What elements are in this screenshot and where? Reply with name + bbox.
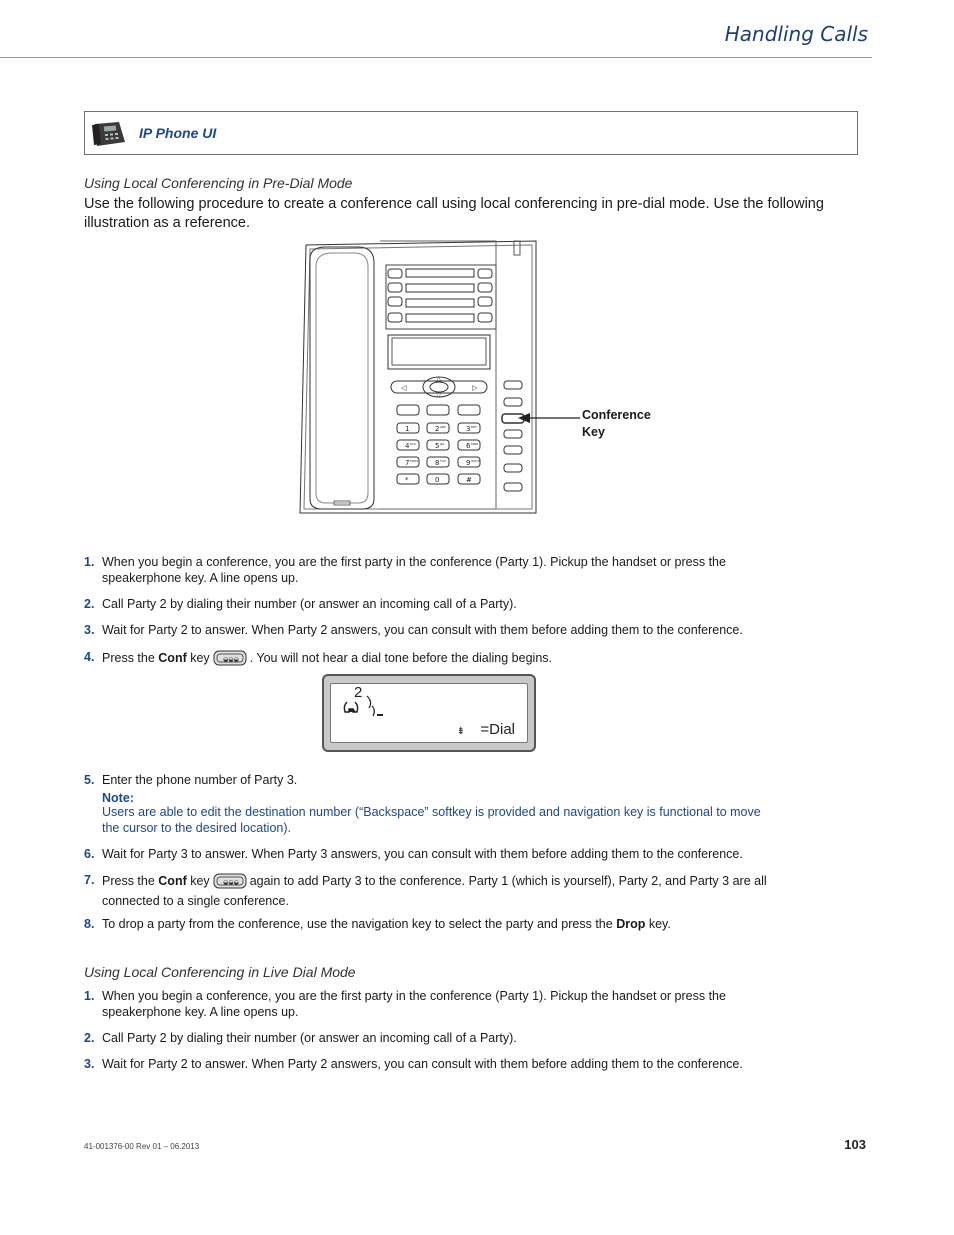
- page-number: 103: [844, 1137, 866, 1152]
- callout-line-1: Conference: [582, 408, 651, 422]
- lcd-dial-label: =Dial: [480, 721, 515, 738]
- keypad-key-label: #: [466, 476, 472, 484]
- conference-key-callout: [582, 407, 651, 441]
- step-text: Enter the phone number of Party 3.: [102, 773, 298, 787]
- step-number: 2.: [84, 597, 95, 611]
- step-item: [84, 773, 784, 789]
- callout-arrow: [518, 408, 582, 428]
- step-number: 6.: [84, 847, 95, 861]
- keypad-key-sublabel: MNO: [471, 442, 479, 446]
- note-title: Note:: [102, 791, 134, 805]
- keypad-key-label: 9: [466, 459, 471, 467]
- keypad-key-sublabel: GHI: [410, 442, 416, 446]
- keypad-key-label: 7: [405, 459, 410, 467]
- step-number: 7.: [84, 873, 95, 887]
- step-item: [84, 917, 784, 933]
- step-item: [84, 989, 784, 1020]
- svg-text:◁: ◁: [401, 384, 407, 392]
- svg-text:◒◒◒: ◒◒◒: [222, 879, 239, 886]
- desk-phone-icon: [89, 120, 129, 153]
- step-item: [84, 597, 784, 613]
- keypad-key-label: 2: [435, 425, 440, 433]
- step-number: 1.: [84, 555, 95, 569]
- ip-phone-ui-banner: [84, 111, 858, 155]
- step-text: Press the Conf key ◒◒◒ . You will not hear a dial tone before the dialing begins.: [102, 650, 784, 671]
- handset-line-icon: [339, 692, 389, 720]
- step-number: 5.: [84, 773, 95, 787]
- keypad-key-sublabel: TUV: [440, 459, 447, 463]
- note-text: Users are able to edit the destination number (“Backspace” softkey is provided and navigation key is functional to move the cursor to the desired location).: [102, 805, 761, 835]
- phone-illustration: [296, 237, 586, 521]
- step-text: Wait for Party 2 to answer. When Party 2 answers, you can consult with them before adding them to the conference.: [102, 623, 743, 637]
- step-number: 1.: [84, 989, 95, 1003]
- keypad-key-sublabel: DEF: [471, 425, 477, 429]
- function-keys: [502, 381, 524, 491]
- svg-text:△: △: [436, 375, 442, 383]
- line-keys: [388, 269, 492, 322]
- keypad-key-label: 3: [466, 425, 471, 433]
- keypad-key-label: 5: [435, 442, 440, 450]
- lcd-display: [322, 674, 536, 752]
- step-item: [84, 650, 784, 671]
- svg-text:▽: ▽: [436, 391, 442, 399]
- lcd-line-number: 2: [354, 684, 363, 701]
- dial-key-icon: ⇟: [456, 726, 465, 737]
- step-item: [84, 1031, 784, 1047]
- keypad-key-label: 1: [405, 425, 410, 433]
- svg-text:▷: ▷: [472, 384, 478, 392]
- page-header-title: Handling Calls: [724, 22, 868, 46]
- step-item: [84, 847, 784, 863]
- keypad-key-sublabel: PQRS: [410, 459, 419, 463]
- step-text: When you begin a conference, you are the first party in the conference (Party 1). Pickup the handset or press the speakerphone key. A line opens up.: [102, 555, 726, 585]
- step-text: When you begin a conference, you are the first party in the conference (Party 1). Pickup the handset or press the speakerphone key. A line opens up.: [102, 989, 726, 1019]
- conf-key-icon: [213, 650, 247, 671]
- step-text: To drop a party from the conference, use the navigation key to select the party and press the Drop key.: [102, 917, 671, 931]
- lcd-screen: [330, 683, 528, 743]
- header-divider: [0, 57, 872, 58]
- keypad-key-label: 4: [405, 442, 410, 450]
- step-number: 2.: [84, 1031, 95, 1045]
- keypad-key-label: 0: [435, 476, 440, 484]
- step-text: Press the Conf key ◒◒◒ again to add Party 3 to the conference. Party 1 (which is yourself), Party 2, and Party 3 are all connected to a single conference.: [102, 874, 767, 908]
- step-item: [84, 873, 784, 909]
- conf-key-icon: [213, 873, 247, 894]
- step-text: Call Party 2 by dialing their number (or answer an incoming call of a Party).: [102, 597, 517, 611]
- step-number: 4.: [84, 650, 95, 664]
- step-text: Call Party 2 by dialing their number (or answer an incoming call of a Party).: [102, 1031, 517, 1045]
- step-text: Wait for Party 2 to answer. When Party 2 answers, you can consult with them before adding them to the conference.: [102, 1057, 743, 1071]
- keypad-key-sublabel: WXYZ: [471, 459, 480, 463]
- section-heading-live-dial: Using Local Conferencing in Live Dial Mode: [84, 964, 356, 980]
- step-number: 3.: [84, 1057, 95, 1071]
- step-number: 8.: [84, 917, 95, 931]
- keypad-key-label: 6: [466, 442, 471, 450]
- keypad-key-label: *: [405, 476, 409, 484]
- footer-doc-id: 41-001376-00 Rev 01 – 06.2013: [84, 1142, 200, 1151]
- ip-phone-ui-label: IP Phone UI: [139, 125, 217, 141]
- step-item: [84, 623, 784, 639]
- step-number: 3.: [84, 623, 95, 637]
- step-text: Wait for Party 3 to answer. When Party 3 answers, you can consult with them before adding them to the conference.: [102, 847, 743, 861]
- step-item: [84, 1057, 784, 1073]
- intro-paragraph: Use the following procedure to create a conference call using local conferencing in pre-dial mode. Use the following illustration as a reference.: [84, 196, 824, 231]
- step-item: [84, 555, 784, 586]
- svg-text:◒◒◒: ◒◒◒: [222, 656, 239, 663]
- callout-line-2: Key: [582, 425, 605, 439]
- keypad-key-sublabel: ABC: [440, 425, 447, 429]
- keypad-key-label: 8: [435, 459, 440, 467]
- keypad-key-sublabel: JKL: [440, 442, 445, 446]
- section-heading-pre-dial: Using Local Conferencing in Pre-Dial Mode: [84, 175, 353, 191]
